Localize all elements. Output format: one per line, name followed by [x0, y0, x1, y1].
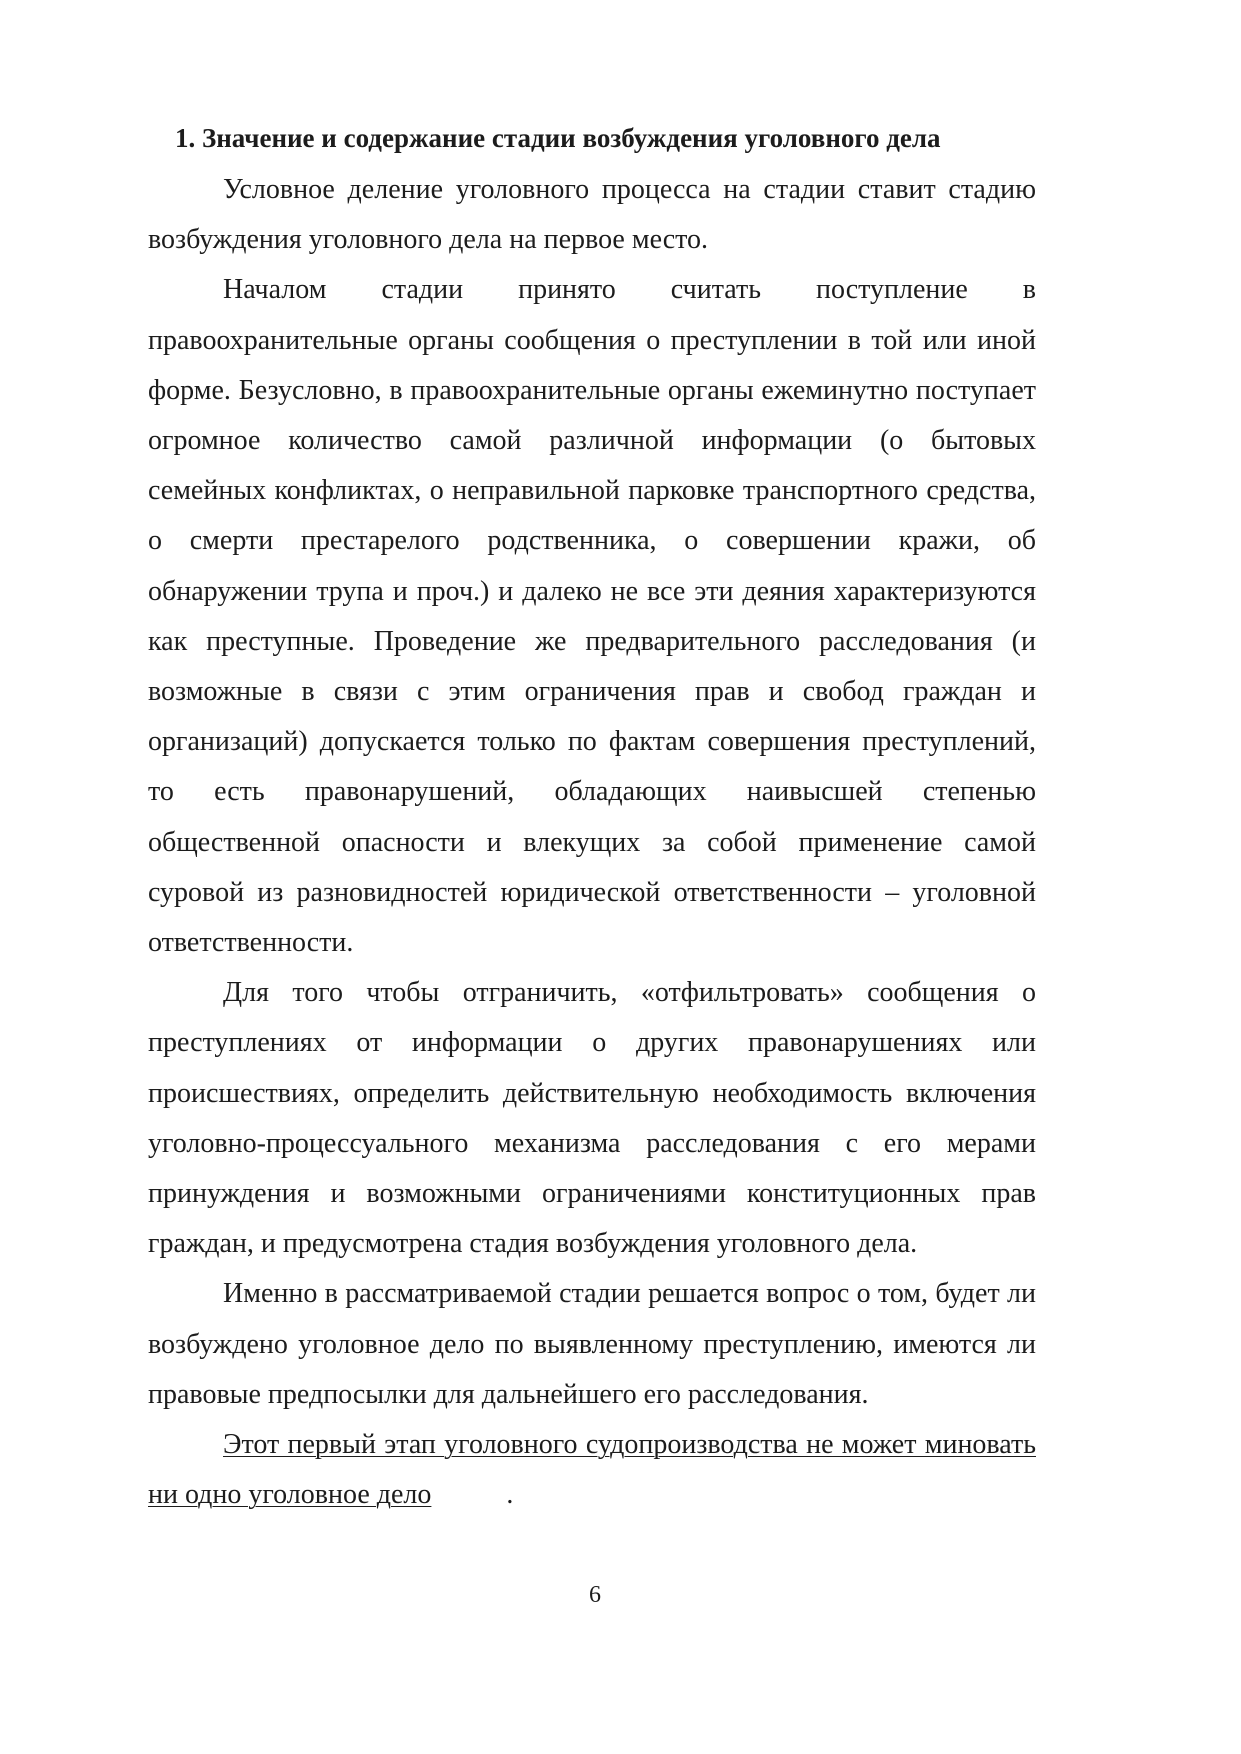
paragraph-4: Именно в рассматриваемой стадии решается вопрос о том, будет ли возбуждено уголовное дело по выявленному преступлению, имеются ли правовые предпосылки для дальнейшего его расследования.	[148, 1278, 1036, 1410]
underlined-paragraph-end: .	[506, 1479, 514, 1511]
paragraph-3: Для того чтобы отграничить, «отфильтровать» сообщения о преступлениях от информации о других правонарушениях или происшествиях, определить действительную необходимость включения уголовно-процессуального механизма расследования с его мерами принуждения и возможными ограничениями конституционных прав граждан, и предусмотрена стадия возбуждения уголовного дела.	[148, 977, 1036, 1260]
section-heading: 1. Значение и содержание стадии возбуждения уголовного дела	[175, 123, 941, 153]
paragraph-2: Началом стадии принято считать поступление в правоохранительные органы сообщения о преступлении в той или иной форме. Безусловно, в правоохранительные органы ежеминутно поступает огромное количество самой различной информации (о бытовых семейных конфликтах, о неправильной парковке транспортного средства, о смерти престарелого родственника, о совершении кражи, об обнаружении трупа и проч.) и далеко не все эти деяния характеризуются как преступные. Проведение же предварительного расследования (и возможные в связи с этим ограничения прав и свобод граждан и организаций) допускается только по фактам совершения преступлений, то есть правонарушений, обладающих наивысшей степенью общественной опасности и влекущих за собой применение самой суровой из разновидностей юридической ответственности – уголовной ответственности.	[148, 274, 1036, 959]
page-number: 6	[589, 1582, 601, 1608]
underlined-paragraph-text: Этот первый этап уголовного судопроизводства не может миновать ни одно уголовное дело	[148, 1429, 1036, 1511]
document-body	[148, 118, 1036, 1520]
underlined-paragraph	[148, 1420, 1036, 1520]
paragraph-1: Условное деление уголовного процесса на стадии ставит стадию возбуждения уголовного дела на первое место.	[148, 174, 1036, 256]
